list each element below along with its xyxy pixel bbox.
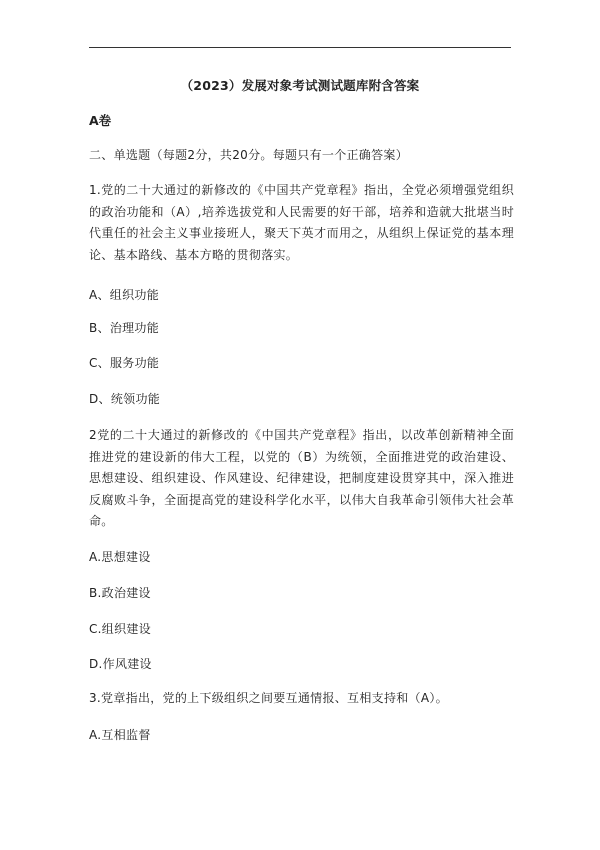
header-rule <box>89 47 511 48</box>
page-title: （2023）发展对象考试测试题库附含答案 <box>180 78 420 93</box>
section-label: A卷 <box>89 113 112 128</box>
question-2-option-b: B.政治建设 <box>89 586 151 600</box>
question-2-option-a: A.思想建设 <box>89 550 151 564</box>
question-2-option-c: C.组织建设 <box>89 622 151 636</box>
question-3-text: 3.党章指出，党的上下级组织之间要互通情报、互相支持和（A）。 <box>89 691 448 705</box>
question-1-option-d: D、统领功能 <box>89 392 161 406</box>
question-2-option-d: D.作风建设 <box>89 657 152 671</box>
question-3-option-a: A.互相监督 <box>89 728 151 742</box>
question-1-option-b: B、治理功能 <box>89 321 160 335</box>
question-1-text: 1.党的二十大通过的新修改的《中国共产党章程》指出，全党必须增强党组织的政治功能和（A）,培养选拔党和人民需要的好干部，培养和造就大批堪当时代重任的社会主义事业接班人，聚天下英才而用之，从组织上保证党的基本理论、基本路线、基本方略的贯彻落实。 <box>89 183 514 262</box>
question-1-option-c: C、服务功能 <box>89 356 160 370</box>
section-heading: 二、单选题（每题2分，共20分。每题只有一个正确答案） <box>89 148 409 162</box>
question-1-option-a: A、组织功能 <box>89 288 160 302</box>
question-2-text: 2党的二十大通过的新修改的《中国共产党章程》指出，以改革创新精神全面推进党的建设新的伟大工程，以党的（B）为统领，全面推进党的政治建设、思想建设、组织建设、作风建设、纪律建设，把制度建设贯穿其中，深入推进反腐败斗争，全面提高党的建设科学化水平，以伟大自我革命引领伟大社会革命。 <box>89 428 514 528</box>
